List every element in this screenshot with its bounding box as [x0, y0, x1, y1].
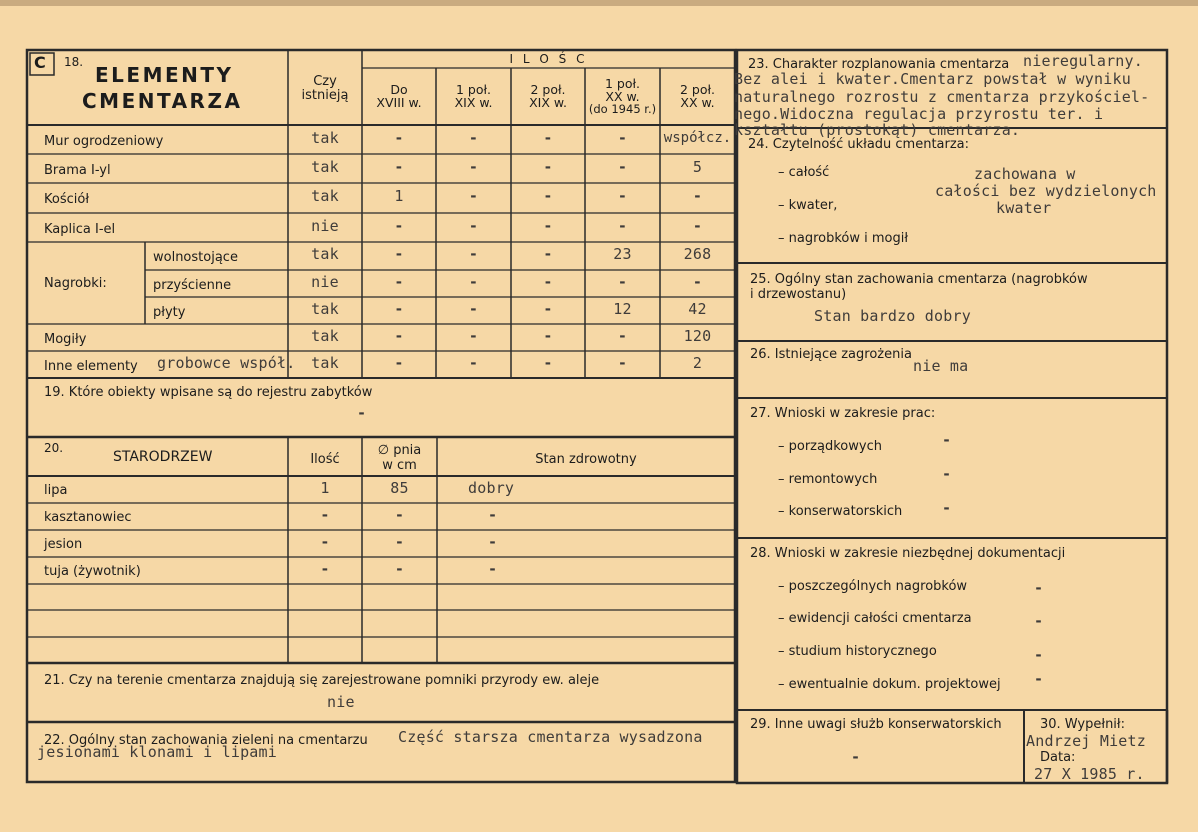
s18-cell[interactable]: -: [692, 272, 703, 291]
s18-row-label: Inne elementy: [44, 358, 138, 374]
s22-value-l1[interactable]: Część starsza cmentarza wysadzona: [398, 728, 703, 746]
s28-item-studium: – studium historycznego: [778, 644, 937, 659]
s18-cell[interactable]: -: [543, 245, 553, 263]
s18-cell[interactable]: współcz.: [663, 129, 732, 146]
s25-label-l2: i drzewostanu): [750, 287, 847, 302]
s18-cell[interactable]: -: [543, 128, 553, 147]
s18-ilosc-header: I L O Ś C: [509, 52, 588, 66]
s28-item-nagrobkow: – poszczególnych nagrobków: [778, 579, 968, 594]
period-header-3: 2 poł.: [530, 82, 566, 97]
s20-tree-diam[interactable]: -: [394, 505, 405, 524]
s27-value-porzadkowych[interactable]: -: [942, 431, 952, 449]
s18-cell[interactable]: -: [692, 187, 703, 205]
s24-item-kwater: – kwater,: [778, 198, 838, 213]
s18-cell[interactable]: -: [468, 299, 479, 318]
s18-number: 18.: [64, 55, 84, 69]
s18-cell[interactable]: -: [468, 157, 479, 176]
s27-item-konserwatorskich: – konserwatorskich: [778, 504, 903, 519]
s28-item-ewidencji: – ewidencji całości cmentarza: [778, 611, 972, 626]
s25-value[interactable]: Stan bardzo dobry: [814, 307, 971, 325]
s18-title-line1: ELEMENTY: [95, 63, 234, 87]
s18-cell[interactable]: -: [394, 326, 404, 345]
s20-tree-diam[interactable]: 85: [390, 478, 409, 497]
s18-cell[interactable]: -: [394, 353, 404, 372]
s18-cell[interactable]: -: [394, 128, 404, 147]
s20-col-pnia-l2: w cm: [382, 458, 417, 473]
s29-value[interactable]: -: [851, 748, 861, 766]
s23-label: 23. Charakter rozplanowania cmentarza: [748, 57, 1010, 72]
s18-cell[interactable]: -: [468, 216, 479, 235]
s18-cell[interactable]: -: [617, 187, 628, 205]
s18-cell[interactable]: -: [394, 245, 404, 263]
s20-tree-state[interactable]: -: [488, 505, 498, 524]
s18-cell[interactable]: -: [468, 353, 479, 372]
period-header-2: 1 poł.: [455, 82, 492, 97]
s18-row-label: Kościół: [44, 192, 90, 207]
s20-tree-name: kasztanowiec: [44, 509, 132, 525]
s20-col-pnia: ∅ pnia: [377, 443, 422, 458]
s30-date-label: Data:: [1040, 750, 1076, 765]
s18-cell[interactable]: -: [617, 272, 628, 291]
s20-tree-state[interactable]: -: [488, 532, 498, 551]
s20-tree-qty[interactable]: -: [320, 532, 330, 551]
s18-row-label: Kaplica I-el: [44, 221, 116, 237]
s18-row-label: Mogiły: [44, 331, 87, 347]
s20-col-ilosc: Ilość: [310, 452, 340, 467]
s18-row-exists[interactable]: nie: [311, 216, 339, 235]
s20-tree-state[interactable]: -: [488, 559, 498, 578]
period-header-4: 1 poł.: [604, 76, 641, 91]
period-header-5: 2 poł.: [679, 82, 716, 97]
s20-title: STARODRZEW: [113, 449, 213, 465]
s19-value[interactable]: -: [357, 404, 367, 422]
s18-cell[interactable]: -: [468, 187, 479, 205]
s18-cell[interactable]: -: [394, 299, 404, 318]
s24-item-nagrobkow: – nagrobków i mogił: [778, 231, 909, 246]
s24-label: 24. Czytelność układu cmentarza:: [748, 137, 970, 152]
s18-title-line2: CMENTARZA: [82, 89, 243, 113]
s23-value-l3[interactable]: naturalnego rozrostu z cmentarza przykościel-: [734, 88, 1150, 106]
s19-label: 19. Które obiekty wpisane są do rejestru zabytków: [44, 385, 373, 400]
s18-cell[interactable]: 42: [688, 299, 707, 318]
s18-cell[interactable]: -: [543, 157, 553, 176]
s24-item-calosc: – całość: [778, 165, 830, 180]
s18-cell[interactable]: -: [468, 326, 479, 345]
s28-value-studium[interactable]: -: [1034, 646, 1044, 664]
s27-item-remontowych: – remontowych: [778, 472, 878, 487]
s26-label: 26. Istniejące zagrożenia: [750, 347, 912, 362]
s18-cell[interactable]: 268: [683, 245, 712, 263]
period-header-5-l2: XX w.: [680, 95, 715, 110]
s21-value[interactable]: nie: [327, 693, 355, 711]
s30-name[interactable]: Andrzej Mietz: [1026, 732, 1146, 750]
s18-row-label: wolnostojące: [153, 250, 238, 265]
s23-value-l1[interactable]: nieregularny.: [1023, 52, 1143, 70]
s22-label: 22. Ogólny stan zachowania zieleni na cmentarzu: [44, 733, 368, 748]
s18-cell[interactable]: -: [617, 157, 628, 176]
s18-row-exists[interactable]: tak: [311, 326, 339, 345]
s28-item-projektowej: – ewentualnie dokum. projektowej: [778, 677, 1001, 692]
period-header-1: Do: [390, 82, 408, 97]
s18-cell[interactable]: -: [468, 245, 479, 263]
s20-tree-name: jesion: [44, 536, 83, 552]
s18-row-exists[interactable]: tak: [311, 187, 339, 205]
s20-number: 20.: [44, 441, 64, 455]
s18-cell[interactable]: -: [617, 353, 628, 372]
s20-col-stan: Stan zdrowotny: [535, 452, 637, 467]
s18-cell[interactable]: 5: [692, 157, 703, 176]
s18-cell[interactable]: -: [394, 272, 404, 291]
s23-value-l4[interactable]: nego.Widoczna regulacja przyrostu ter. i: [734, 105, 1104, 123]
s18-cell[interactable]: -: [543, 353, 553, 372]
s18-row-exists[interactable]: tak: [311, 128, 339, 147]
s24-value-l3[interactable]: kwater: [996, 199, 1052, 217]
s18-cell[interactable]: 2: [692, 353, 703, 372]
s18-cell[interactable]: -: [617, 128, 628, 147]
period-header-4-l3: (do 1945 r.): [588, 102, 657, 116]
s18-cell[interactable]: -: [692, 216, 703, 235]
s18-cell[interactable]: -: [543, 326, 553, 345]
s20-tree-qty[interactable]: -: [320, 559, 330, 578]
s24-value-l1[interactable]: zachowana w: [974, 165, 1076, 183]
s18-cell[interactable]: -: [394, 157, 404, 176]
s28-label: 28. Wnioski w zakresie niezbędnej dokumentacji: [750, 546, 1066, 561]
s18-col-czy: Czy: [313, 74, 337, 89]
period-header-1-l2: XVIII w.: [376, 95, 422, 110]
s23-value-l5[interactable]: kształtu (prostokąt) cmentarza.: [734, 121, 1021, 139]
s18-cell[interactable]: -: [543, 299, 553, 318]
s18-cell[interactable]: 1: [394, 187, 404, 205]
s28-value-nagrobkow[interactable]: -: [1034, 579, 1044, 597]
s18-cell[interactable]: -: [543, 272, 553, 291]
s20-tree-name: tuja (żywotnik): [44, 563, 141, 579]
nagrobki-group-label: Nagrobki:: [44, 276, 107, 291]
s18-cell[interactable]: -: [468, 272, 479, 291]
s27-value-remontowych[interactable]: -: [942, 465, 952, 483]
s20-tree-qty[interactable]: 1: [320, 478, 330, 497]
period-header-2-l2: XIX w.: [454, 95, 493, 110]
section-letter: C: [34, 53, 46, 72]
s18-row-exists[interactable]: tak: [311, 353, 339, 372]
s18-cell[interactable]: -: [468, 128, 479, 147]
s18-col-czy-l2: istnieją: [301, 88, 349, 103]
s18-cell[interactable]: -: [394, 216, 404, 235]
s20-tree-diam[interactable]: -: [394, 532, 405, 551]
s18-row-label: Brama I-yl: [44, 162, 111, 178]
period-header-3-l2: XIX w.: [529, 95, 567, 110]
s18-row-exists[interactable]: tak: [311, 157, 339, 176]
s20-tree-diam[interactable]: -: [394, 559, 405, 578]
s18-row-exists[interactable]: tak: [311, 245, 339, 263]
s25-label: 25. Ogólny stan zachowania cmentarza (nagrobków: [750, 272, 1088, 287]
s30-date[interactable]: 27 X 1985 r.: [1034, 765, 1145, 783]
s20-tree-name: lipa: [44, 482, 68, 498]
s20-tree-qty[interactable]: -: [320, 505, 330, 524]
s18-cell[interactable]: -: [543, 187, 553, 205]
s18-row-exists[interactable]: nie: [311, 272, 339, 291]
s18-cell[interactable]: -: [543, 216, 553, 235]
s18-row-label: płyty: [153, 304, 186, 320]
s27-label: 27. Wnioski w zakresie prac:: [750, 406, 936, 421]
s20-tree-state[interactable]: dobry: [468, 478, 515, 497]
s18-cell[interactable]: 23: [613, 245, 632, 263]
s26-value[interactable]: nie ma: [913, 357, 969, 375]
s18-cell[interactable]: 120: [683, 326, 712, 345]
s21-label: 21. Czy na terenie cmentarza znajdują się zarejestrowane pomniki przyrody ew. aleje: [44, 673, 600, 688]
s30-label: 30. Wypełnił:: [1040, 717, 1125, 732]
s18-row-label: przyścienne: [153, 277, 232, 293]
s22-value-l2[interactable]: jesionami klonami i lipami: [37, 743, 277, 761]
s18-cell[interactable]: -: [617, 216, 628, 235]
s23-value-l2[interactable]: Bez alei i kwater.Cmentarz powstał w wyniku: [734, 70, 1131, 88]
s18-cell[interactable]: 12: [613, 299, 632, 318]
s27-value-konserwatorskich[interactable]: -: [942, 499, 952, 517]
s18-row-extra[interactable]: grobowce współ.: [157, 353, 296, 372]
s27-item-porzadkowych: – porządkowych: [778, 439, 882, 454]
s18-row-label: Mur ogrodzeniowy: [44, 133, 164, 149]
period-header-4-l2: XX w.: [605, 89, 640, 104]
s28-value-ewidencji[interactable]: -: [1034, 612, 1044, 630]
s18-cell[interactable]: -: [617, 326, 628, 345]
s18-row-exists[interactable]: tak: [311, 299, 339, 318]
s28-value-projektowej[interactable]: -: [1034, 670, 1044, 688]
s24-value-l2[interactable]: całości bez wydzielonych: [935, 182, 1157, 200]
s29-label: 29. Inne uwagi służb konserwatorskich: [750, 717, 1002, 732]
